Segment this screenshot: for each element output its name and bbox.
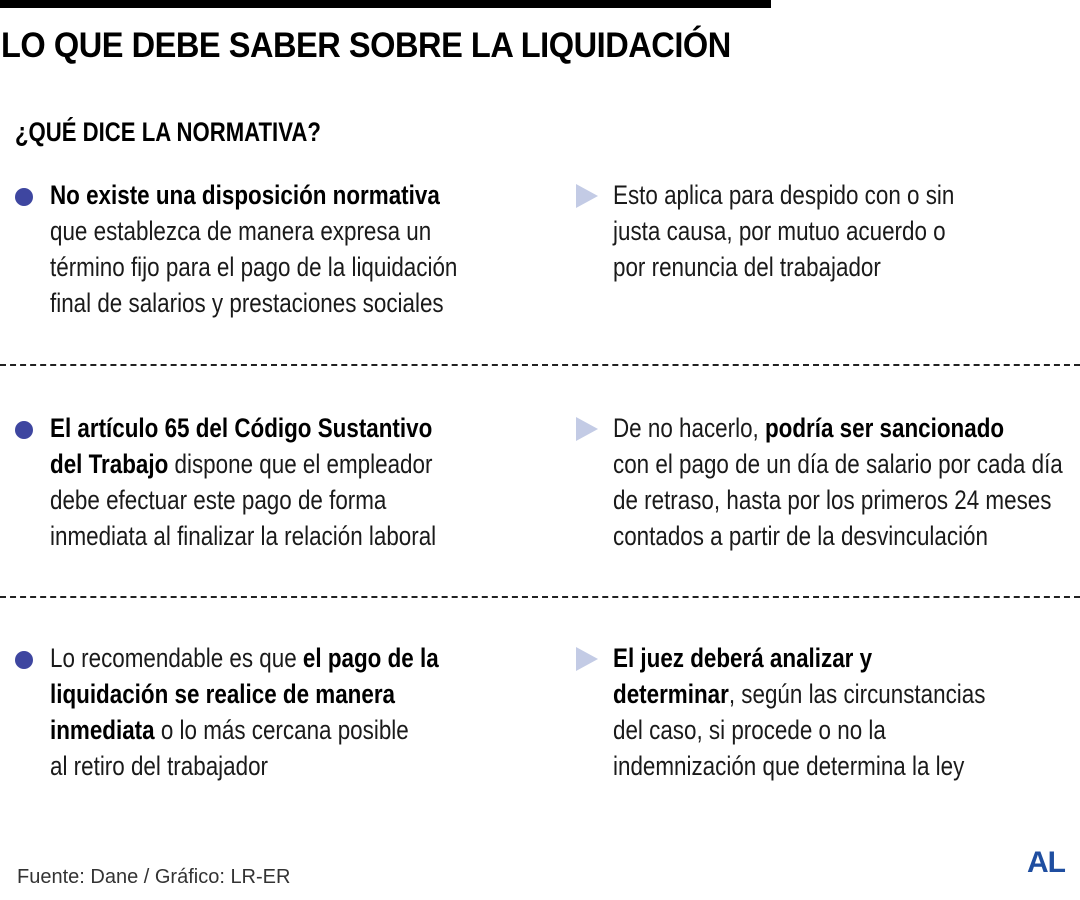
section-subtitle: ¿QUÉ DICE LA NORMATIVA? — [15, 117, 321, 147]
source-credit: Fuente: Dane / Gráfico: LR-ER — [17, 866, 291, 888]
dashed-divider — [0, 596, 1080, 598]
triangle-bullet-icon — [576, 647, 598, 671]
item-text: El juez deberá analizar y determinar, según las circunstancias del caso, si procede o no la indemnización que determina la ley — [613, 643, 986, 781]
circle-bullet-icon — [15, 651, 33, 669]
info-item-no-disposicion — [15, 177, 541, 321]
item-text: No existe una disposición normativa que establezca de manera expresa un término fijo para el pago de la liquidación final de salarios y prestaciones sociales — [50, 180, 458, 318]
top-accent-bar — [0, 0, 771, 8]
info-item-sancion — [576, 410, 1080, 554]
dashed-divider — [0, 364, 1080, 366]
item-text: Lo recomendable es que el pago de la liquidación se realice de manera inmediata o lo más cercana posible al retiro del trabajador — [50, 643, 439, 781]
circle-bullet-icon — [15, 421, 33, 439]
item-text: Esto aplica para despido con o sin justa causa, por mutuo acuerdo o por renuncia del trabajador — [613, 180, 955, 282]
circle-bullet-icon — [15, 188, 33, 206]
info-item-aplica-despido — [576, 177, 1024, 285]
item-text: El artículo 65 del Código Sustantivo del Trabajo dispone que el empleador debe efectuar este pago de forma inmediata al finalizar la relación laboral — [50, 413, 437, 551]
info-item-recomendable — [15, 640, 518, 784]
brand-logo: AL — [1027, 846, 1065, 879]
info-item-articulo-65 — [15, 410, 515, 554]
triangle-bullet-icon — [576, 184, 598, 208]
item-text: De no hacerlo, podría ser sancionado con el pago de un día de salario por cada día de retraso, hasta por los primeros 24 meses contados a partir de la desvinculación — [613, 413, 1063, 551]
triangle-bullet-icon — [576, 417, 598, 441]
page-title: LO QUE DEBE SABER SOBRE LA LIQUIDACIÓN — [1, 26, 731, 65]
info-item-juez — [576, 640, 1062, 784]
